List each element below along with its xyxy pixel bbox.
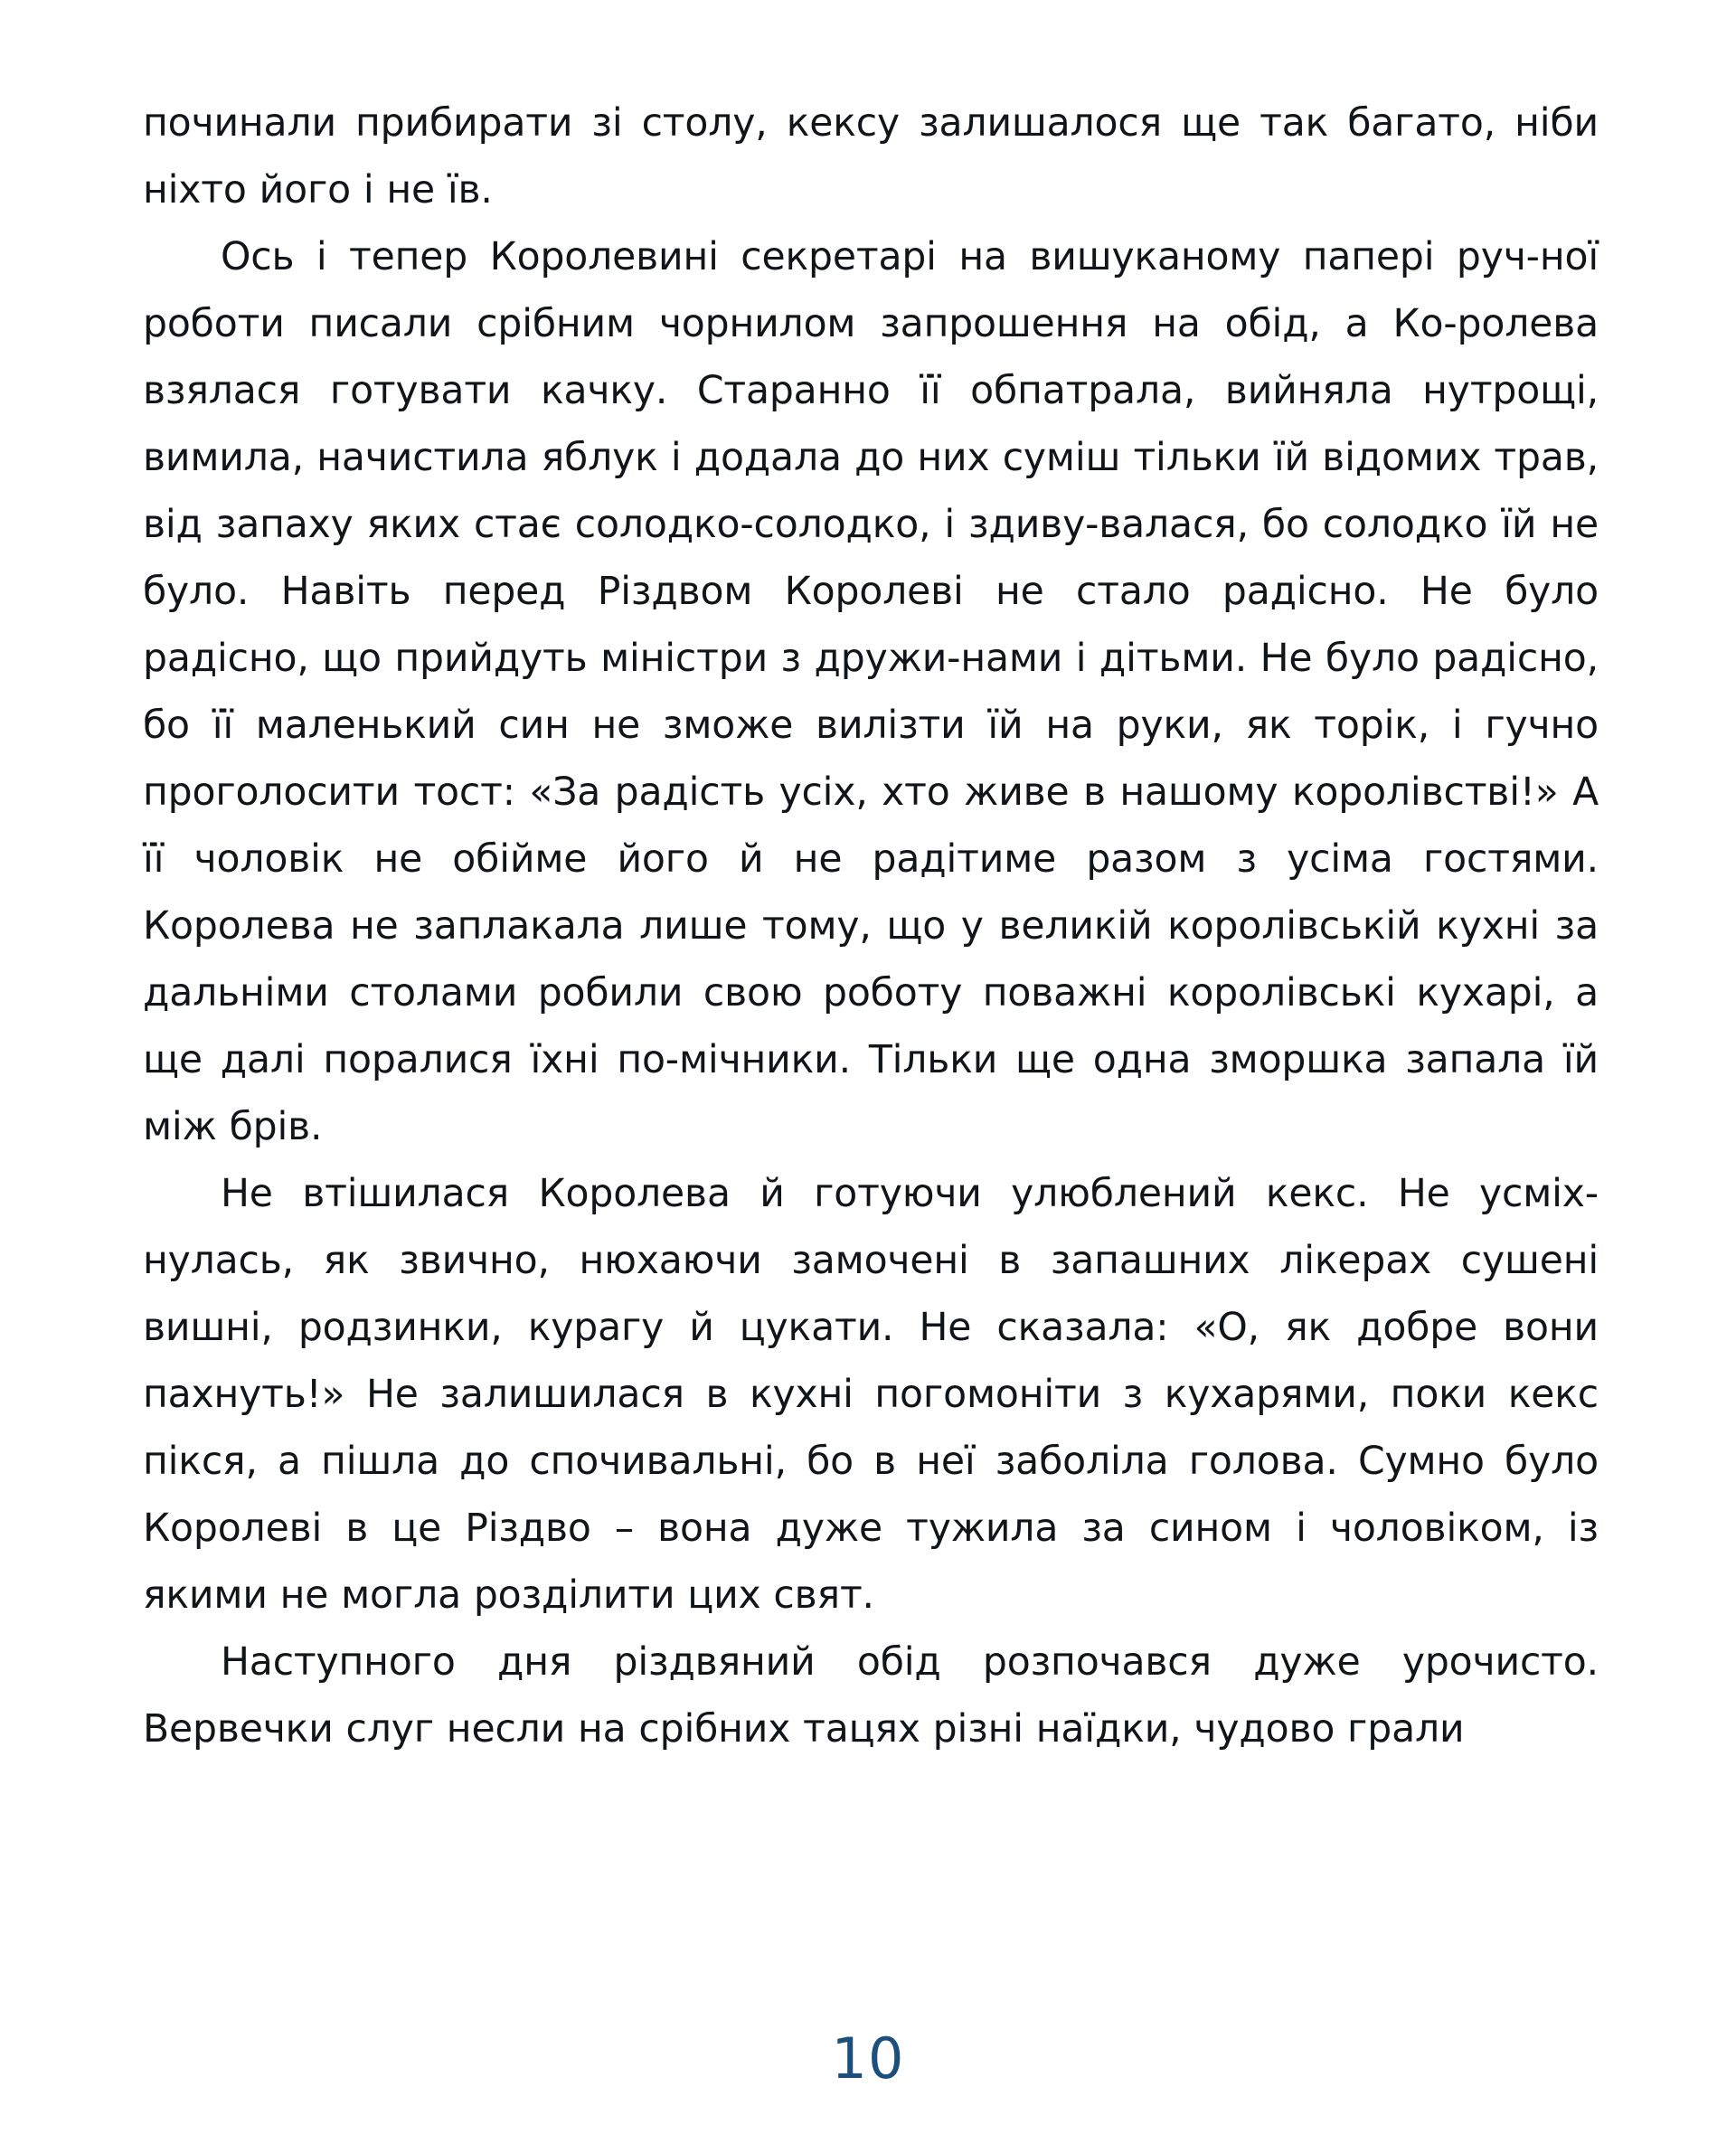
- paragraph-4: Наступного дня різдвяний обід розпочався дуже урочисто. Вервечки слуг несли на срібних тацях різні наїдки, чудово грали: [143, 1640, 1599, 1752]
- body-text-column: [143, 90, 1599, 1763]
- page-number: 10: [831, 2026, 905, 2092]
- paragraph-2: Ось і тепер Королевині секретарі на вишуканому папері руч-ної роботи писали срібним чорнилом запрошення на обід, а Ко-ролева взялася готувати качку. Старанно її обпатрала, вийняла нутрощі, вимила, начистила яблук і додала до них суміш тільки їй відомих трав, від запаху яких стає солодко-солодко, і здиву-валася, бо солодко їй не було. Навіть перед Різдвом Королеві не стало радісно. Не було радісно, що прийдуть міністри з дружи-нами і дітьми. Не було радісно, бо її маленький син не зможе вилізти їй на руки, як торік, і гучно проголосити тост: «За радість усіх, хто живе в нашому королівстві!» А її чоловік не обійме його й не радітиме разом з усіма гостями. Королева не заплакала лише тому, що у великій королівській кухні за дальніми столами робили свою роботу поважні королівські кухарі, а ще далі поралися їхні по-мічники. Тільки ще одна зморшка запала їй між брів.: [143, 235, 1599, 1149]
- paragraph-3: Не втішилася Королева й готуючи улюблений кекс. Не усміх-нулась, як звично, нюхаючи замочені в запашних лікерах сушені вишні, родзинки, курагу й цукати. Не сказала: «О, як добре вони пахнуть!» Не залишилася в кухні погомоніти з кухарями, поки кекс пікся, а пішла до спочивальні, бо в неї заболіла голова. Сумно було Королеві в це Різдво – вона дуже тужила за сином і чоловіком, із якими не могла розділити цих свят.: [143, 1172, 1599, 1618]
- paragraph-1: починали прибирати зі столу, кексу залишалося ще так багато, ніби ніхто його і не їв.: [143, 101, 1599, 212]
